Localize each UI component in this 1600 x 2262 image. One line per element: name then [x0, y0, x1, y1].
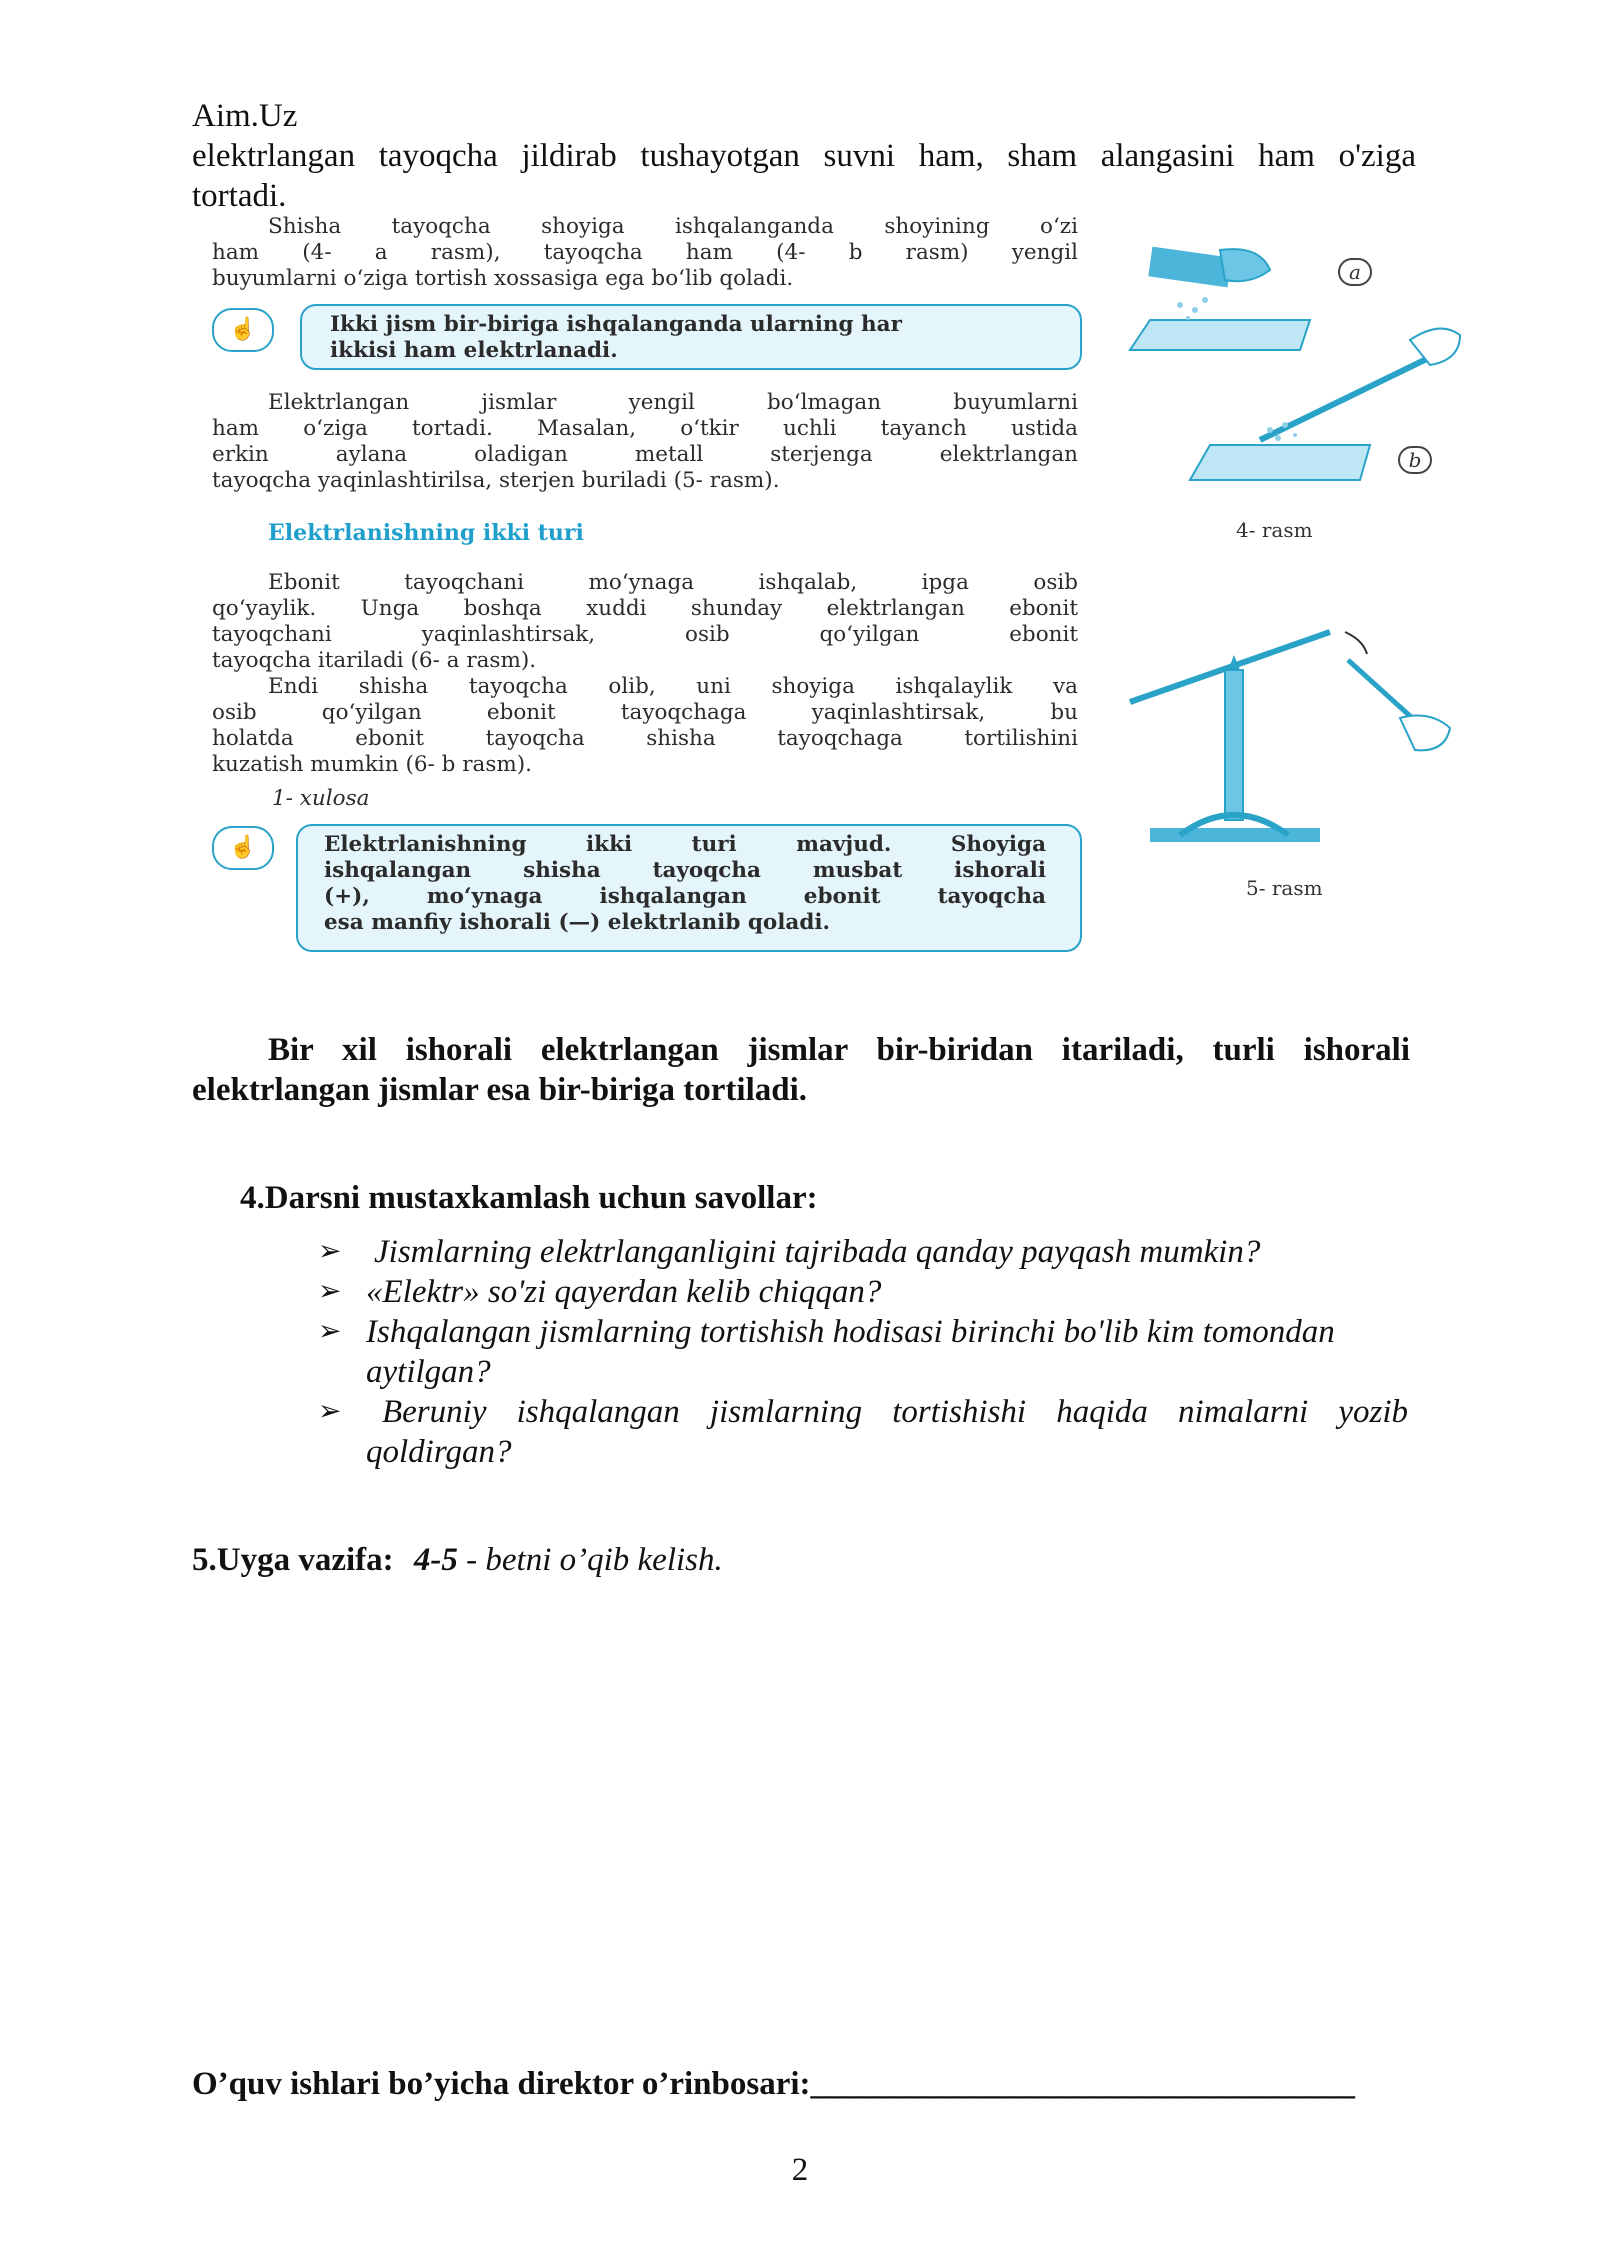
excerpt-para3-line7: holatda ebonit tayoqcha shisha tayoqchaga tortilishini [212, 726, 1078, 751]
homework-pages: 4-5 [413, 1542, 458, 1578]
rule-box-2-line4: esa manfiy ishorali (—) elektrlanib qoladi. [324, 910, 831, 935]
section-5-homework [192, 1540, 723, 1581]
pointing-hand-icon: ☝ [212, 826, 274, 870]
excerpt-para3-line6: osib qo‘yilgan ebonit tayoqchaga yaqinlashtirsak, bu [212, 700, 1078, 725]
rule-box-2-line3: (+), mo‘ynaga ishqalangan ebonit tayoqcha [324, 884, 1046, 909]
excerpt-para3-line5: Endi shisha tayoqcha olib, uni shoyiga ishqalaylik va [268, 674, 1078, 699]
intro-line-1: elektrlangan tayoqcha jildirab tushayotgan suvni ham, sham alangasini ham o'ziga [192, 138, 1416, 174]
homework-task: - betni o’qib kelish. [457, 1542, 723, 1578]
excerpt-para2-line4: tayoqcha yaqinlashtirilsa, sterjen buriladi (5- rasm). [212, 468, 780, 493]
intro-line-2: tortadi. [192, 178, 287, 214]
figure-4b-label: b [1398, 446, 1432, 474]
excerpt-para2-line2: ham o‘ziga tortadi. Masalan, o‘tkir uchli tayanch ustida [212, 416, 1078, 441]
question-1: Jismlarning elektrlanganligini tajribada qanday payqash mumkin? [374, 1234, 1261, 1270]
signature-label: O’quv ishlari bo’yicha direktor o’rinbosari: [192, 2066, 811, 2102]
excerpt-para3-line4: tayoqcha itariladi (6- a rasm). [212, 648, 537, 673]
question-3-line-1: Ishqalangan jismlarning tortishish hodisasi birinchi bo'lib kim tomondan [366, 1314, 1335, 1350]
excerpt-para1-line3: buyumlarni o‘ziga tortish xossasiga ega bo‘lib qoladi. [212, 266, 794, 291]
signature-blank: _________________________________ [810, 2066, 1355, 2102]
bullet-arrow-icon: ➢ [318, 1236, 342, 1267]
figure-5-illustration [1120, 610, 1460, 860]
rule-statement-line-1: Bir xil ishorali elektrlangan jismlar bir-biridan itariladi, turli ishorali [268, 1032, 1410, 1068]
excerpt-para3-line3: tayoqchani yaqinlashtirsak, osib qo‘yilgan ebonit [212, 622, 1078, 647]
figure-5-caption: 5- rasm [1246, 876, 1323, 900]
section-4-title: 4.Darsni mustaxkamlash uchun savollar: [240, 1180, 818, 1216]
pointing-hand-icon: ☝ [212, 308, 274, 352]
excerpt-para1-line1: Shisha tayoqcha shoyiga ishqalanganda shoyining o‘zi [268, 214, 1078, 239]
rule-box-2-line1: Elektrlanishning ikki turi mavjud. Shoyiga [324, 832, 1046, 857]
homework-label: 5.Uyga vazifa: [192, 1542, 394, 1578]
excerpt-para3-line1: Ebonit tayoqchani mo‘ynaga ishqalab, ipga osib [268, 570, 1078, 595]
bullet-arrow-icon: ➢ [318, 1276, 342, 1307]
figure-4a-label: a [1338, 258, 1372, 286]
rule-statement-line-2: elektrlangan jismlar esa bir-biriga tortiladi. [192, 1072, 808, 1108]
figure-4-illustration [1110, 230, 1470, 530]
figure-4-caption: 4- rasm [1236, 518, 1313, 542]
rule-box-1-line1: Ikki jism bir-biriga ishqalanganda ularning har [330, 312, 902, 337]
excerpt-para1-line2: ham (4- a rasm), tayoqcha ham (4- b rasm) yengil [212, 240, 1078, 265]
excerpt-para2-line1: Elektrlangan jismlar yengil bo‘lmagan buyumlarni [268, 390, 1078, 415]
site-header: Aim.Uz [192, 98, 298, 134]
bullet-arrow-icon: ➢ [318, 1316, 342, 1347]
excerpt-para3-line8: kuzatish mumkin (6- b rasm). [212, 752, 532, 777]
excerpt-subheading: Elektrlanishning ikki turi [268, 520, 584, 546]
rule-box-2-line2: ishqalangan shisha tayoqcha musbat ishorali [324, 858, 1046, 883]
question-4-line-2: qoldirgan? [366, 1434, 512, 1470]
bullet-arrow-icon: ➢ [318, 1396, 342, 1427]
rule-box-1-line2: ikkisi ham elektrlanadi. [330, 338, 618, 363]
page-number: 2 [791, 2152, 809, 2188]
question-2: «Elektr» so'zi qayerdan kelib chiqqan? [366, 1274, 882, 1310]
question-4-line-1: Beruniy ishqalangan jismlarning tortishishi haqida nimalarni yozib [382, 1394, 1408, 1430]
question-3-line-2: aytilgan? [366, 1354, 491, 1390]
signature-line [192, 2064, 1355, 2105]
conclusion-label: 1- xulosa [272, 786, 370, 811]
excerpt-para3-line2: qo‘yaylik. Unga boshqa xuddi shunday elektrlangan ebonit [212, 596, 1078, 621]
excerpt-para2-line3: erkin aylana oladigan metall sterjenga elektrlangan [212, 442, 1078, 467]
